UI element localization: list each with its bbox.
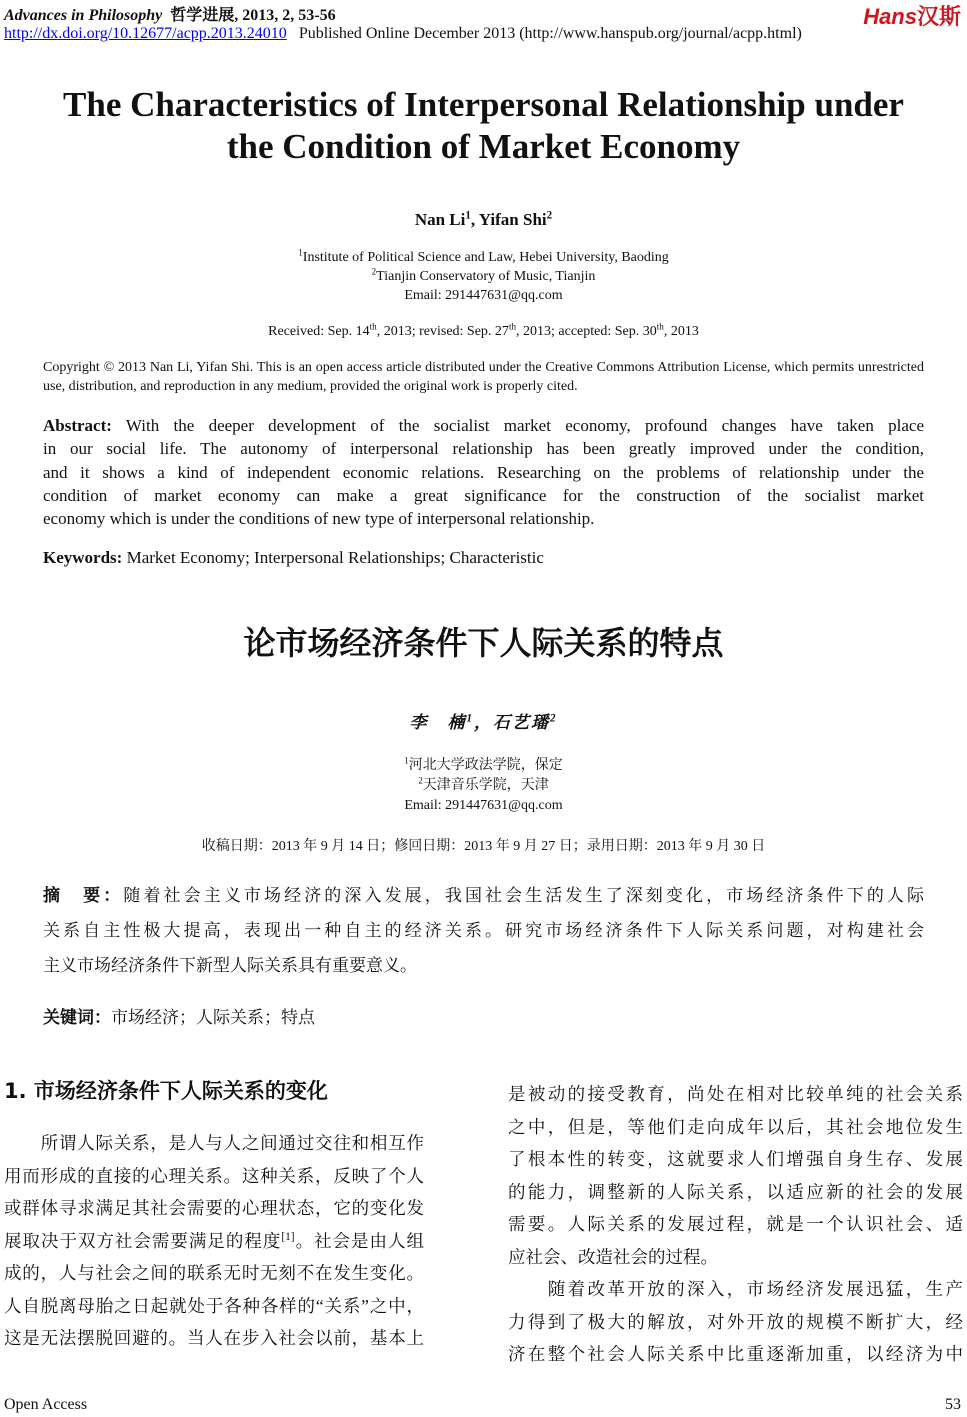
section-heading: 1. 市场经济条件下人际关系的变化 bbox=[4, 1079, 328, 1103]
journal-header bbox=[4, 2, 336, 25]
affiliations: $^1$Institute of Political Science and Law, Hebei University, Baoding $^2$Tianjin Conservatory of Music, Tianjin Email: 291447631@qq.com bbox=[298, 247, 669, 303]
left-column: 所谓人际关系，是人与人之间通过交往和相互作 用而形成的直接的心理关系。这种关系，反映了个人 或群体寻求满足其社会需要的心理状态，它的变化发 展取决于双方社会需要满足的程度[1]。社会是由人组 成的，人与社会之间的联系无时无刻不在发生变化。 人自脱离母胎之日起就处于各种各样的“关系”之中， 这是无法摆脱回避的。当人在步入社会以前，基本上 bbox=[4, 1133, 425, 1348]
keywords: Keywords: Market Economy; Interpersonal Relationships; Characteristic bbox=[43, 548, 544, 567]
chinese-keywords: 关键词：市场经济；人际关系；特点 bbox=[43, 1008, 315, 1027]
published-info: Published Online December 2013 (http://www.hanspub.org/journal/acpp.html) bbox=[298, 25, 802, 42]
chinese-authors: 李 楠$^1$，石艺璠$^2$ bbox=[409, 712, 558, 732]
hans-logo: Hans汉斯 bbox=[863, 4, 961, 29]
citation-link[interactable]: [1] bbox=[281, 1230, 295, 1243]
abstract: Abstract: With the deeper development of the socialist market economy, profound changes have taken place in our social life. The autonomy of interpersonal relationship has been greatly improved under the condition, and it shows a kind of independent economic relations. Researching on the problems of relationship under the condition of market economy can make a great significance for the construction of the socialist market economy which is under the conditions of new type of interpersonal relationship. bbox=[43, 416, 924, 529]
authors: Nan Li$^1$, Yifan Shi$^2$ bbox=[414, 209, 553, 229]
chinese-dates: 收稿日期：2013 年 9 月 14 日；修回日期：2013 年 9 月 27 日；录用日期：2013 年 9 月 30 日 bbox=[201, 839, 766, 854]
right-column: 是被动的接受教育，尚处在相对比较单纯的社会关系 之中，但是，等他们走向成年以后，其社会地位发生 了根本性的转变，这就要求人们增强自身生存、发展 的能力，调整新的人际关系，以适应新的社会的发展 需要。人际关系的发展过程，就是一个认识社会、适 应社会、改造社会的过程。 随着改革开放的深入，市场经济发展迅猛，生产 力得到了极大的解放，对外开放的规模不断扩大，经 济在整个社会人际关系中比重逐渐加重，以经济为中 bbox=[508, 1084, 963, 1364]
chinese-affiliations: $^1$河北大学政法学院，保定 $^2$天津音乐学院，天津 Email: 291447631@qq.com bbox=[404, 755, 563, 813]
doi-link[interactable]: http://dx.doi.org/10.12677/acpp.2013.24010 bbox=[4, 25, 287, 42]
footer-open-access: Open Access bbox=[4, 1396, 88, 1413]
chinese-title: 论市场经济条件下人际关系的特点 bbox=[243, 624, 724, 662]
received-dates: Received: Sep. 14th, 2013; revised: Sep. 27th, 2013; accepted: Sep. 30th, 2013 bbox=[268, 321, 699, 339]
page-number: 53 bbox=[945, 1396, 961, 1413]
journal-name: Advances in Philosophy bbox=[4, 7, 163, 24]
chinese-abstract: 摘 要：随着社会主义市场经济的深入发展，我国社会生活发生了深刻变化，市场经济条件下的人际 关系自主性极大提高，表现出一种自主的经济关系。研究市场经济条件下人际关系问题，对构建社会 主义市场经济条件下新型人际关系具有重要意义。 bbox=[43, 886, 925, 975]
doi-line bbox=[4, 25, 802, 43]
journal-volume: 哲学进展, 2013, 2, 53-56 bbox=[170, 7, 336, 24]
paper-title: The Characteristics of Interpersonal Relationship under the Condition of Market Economy bbox=[63, 85, 904, 166]
copyright: Copyright © 2013 Nan Li, Yifan Shi. This is an open access article distributed under the Creative Commons Attribution License, which permits unrestricted use, distribution, and reproduction in any medium, provided the original work is properly cited. bbox=[43, 360, 924, 394]
